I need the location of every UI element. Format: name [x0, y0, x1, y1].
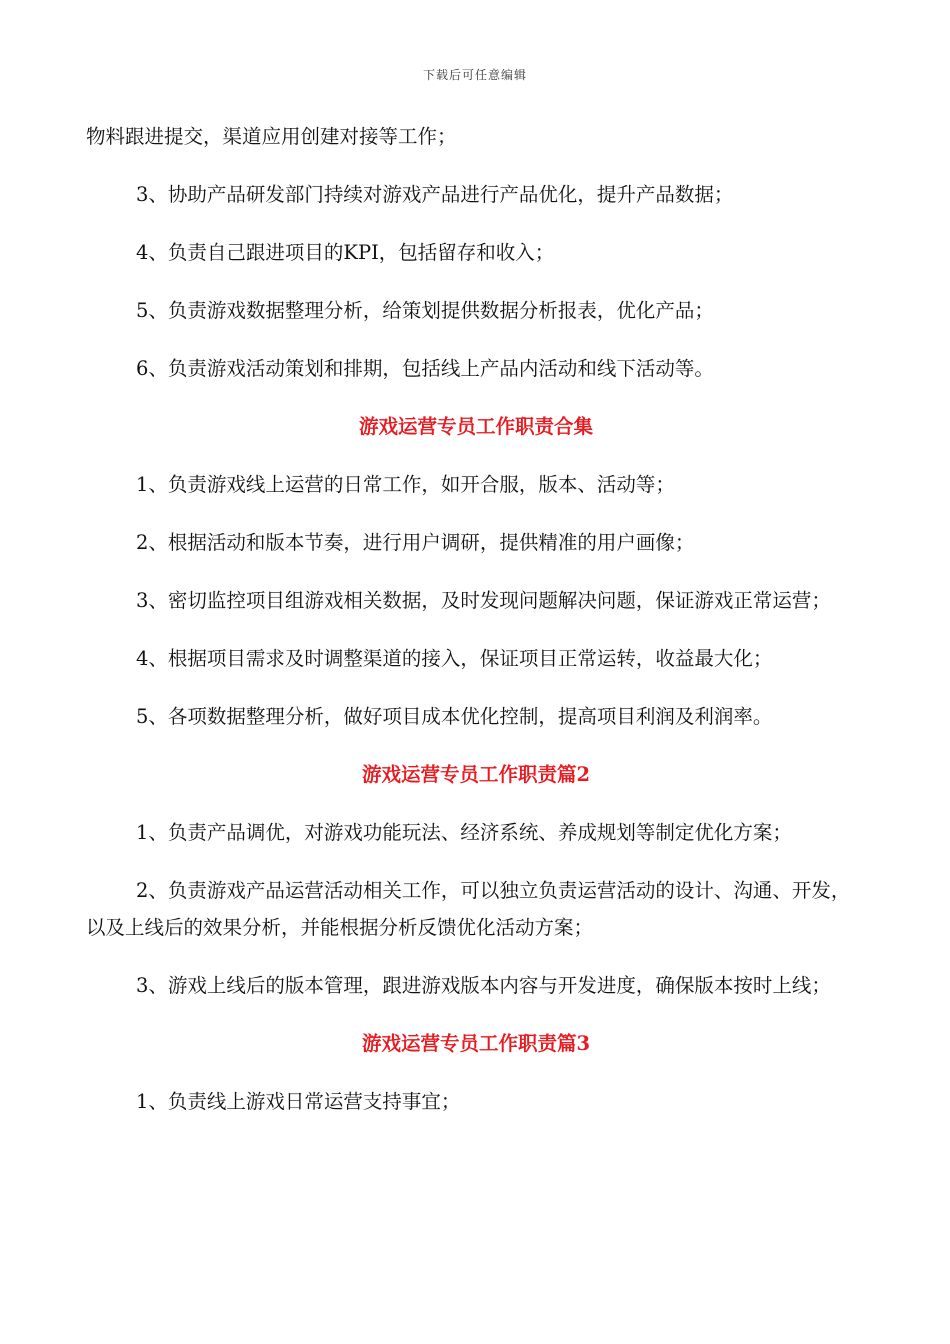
paragraph: 2、根据活动和版本节奏，进行用户调研，提供精准的用户画像； — [136, 531, 695, 554]
paragraph: 3、密切监控项目组游戏相关数据，及时发现问题解决问题，保证游戏正常运营； — [136, 589, 831, 612]
paragraph: 5、各项数据整理分析，做好项目成本优化控制，提高项目利润及利润率。 — [136, 705, 773, 728]
section-heading: 游戏运营专员工作职责篇3 — [361, 1032, 591, 1055]
paragraph: 6、负责游戏活动策划和排期，包括线上产品内活动和线下活动等。 — [136, 357, 714, 380]
paragraph: 2、负责游戏产品运营活动相关工作，可以独立负责运营活动的设计、沟通、开发，以及上线后的效果分析，并能根据分析反馈优化活动方案； — [86, 879, 851, 939]
paragraph: 4、根据项目需求及时调整渠道的接入，保证项目正常运转，收益最大化； — [136, 647, 773, 670]
paragraph: 4、负责自己跟进项目的KPI，包括留存和收入； — [136, 241, 555, 264]
document-body — [86, 118, 866, 1141]
paragraph: 物料跟进提交，渠道应用创建对接等工作； — [86, 125, 457, 148]
section-heading: 游戏运营专员工作职责篇2 — [361, 763, 591, 786]
paragraph: 1、负责游戏线上运营的日常工作，如开合服，版本、活动等； — [136, 473, 675, 496]
paragraph: 1、负责产品调优，对游戏功能玩法、经济系统、养成规划等制定优化方案； — [136, 821, 792, 844]
paragraph: 5、负责游戏数据整理分析，给策划提供数据分析报表，优化产品； — [136, 299, 714, 322]
header-note: 下载后可任意编辑 — [422, 68, 527, 82]
section-heading: 游戏运营专员工作职责合集 — [358, 415, 593, 438]
paragraph: 3、协助产品研发部门持续对游戏产品进行产品优化，提升产品数据； — [136, 183, 734, 206]
paragraph: 3、游戏上线后的版本管理，跟进游戏版本内容与开发进度，确保版本按时上线； — [136, 974, 831, 997]
paragraph: 1、负责线上游戏日常运营支持事宜； — [136, 1090, 461, 1113]
